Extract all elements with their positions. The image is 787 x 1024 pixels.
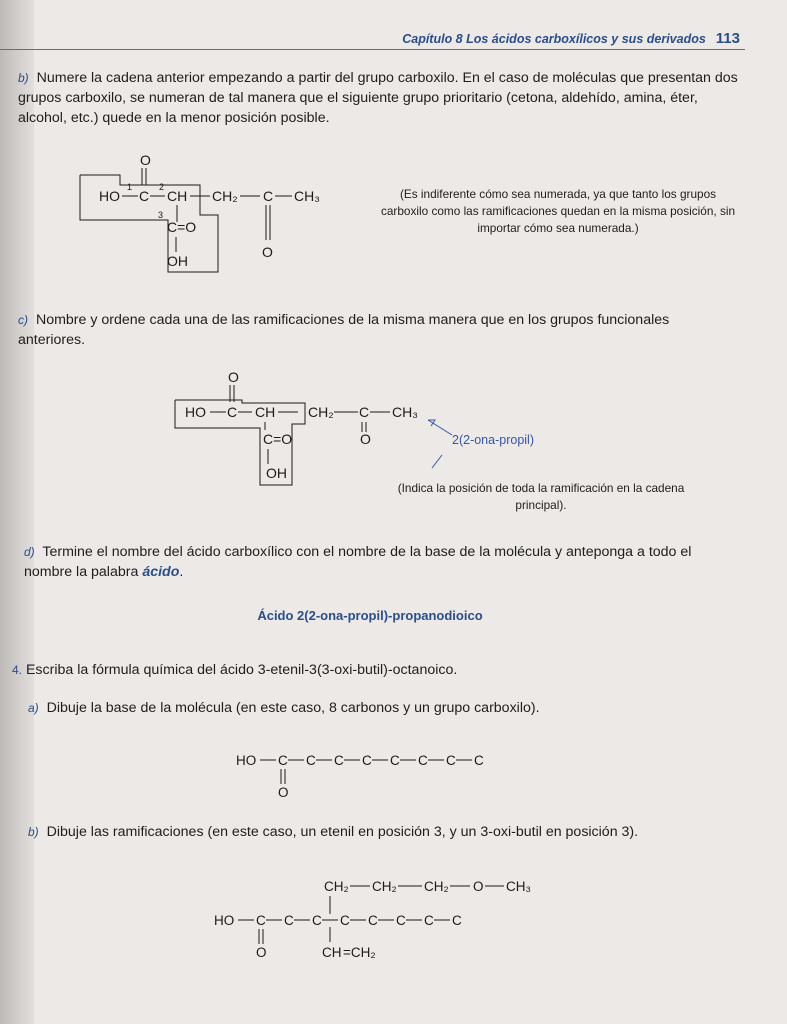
atom-ho: HO — [185, 404, 206, 420]
ex4-step-a-text: Dibuje la base de la molécula (en este caso, 8 carbonos y un grupo carboxilo). — [46, 700, 540, 716]
chain-carbon-4: C — [340, 913, 350, 928]
page-number: 113 — [715, 30, 740, 47]
structure-final-acid — [212, 872, 552, 972]
locant-3: 3 — [158, 210, 164, 220]
vinyl-ch2: =CH₂ — [343, 945, 376, 960]
chain-carbon-5: C — [390, 753, 400, 768]
chain-carbon-1: C — [278, 753, 288, 768]
structure-numbered — [80, 150, 350, 280]
step-b-text: Numere la cadena anterior empezando a partir del grupo carboxilo. En el caso de moléculas que presentan dos grupos carboxilo, se numeran de tal manera que el siguiente grupo prioritario (cetona, aldehído, amina, éter, alcohol, etc.) quede en la menor posición posible. — [18, 70, 738, 126]
locant-2: 2 — [159, 182, 165, 192]
step-d-paragraph — [24, 542, 740, 582]
atom-o-keto: O — [262, 244, 273, 260]
step-d-emph: ácido — [142, 564, 180, 580]
carbonyl-oxygen: O — [278, 785, 289, 800]
chain-carbon-2: C — [306, 753, 316, 768]
branch-ch2-c: CH₂ — [424, 879, 449, 894]
atom-ch: CH — [167, 188, 188, 204]
atom-ch3: CH₃ — [392, 404, 418, 420]
atom-ho: HO — [99, 188, 120, 204]
chain-carbon-2: C — [284, 913, 294, 928]
step-b-paragraph — [18, 68, 740, 128]
step-c-paragraph — [18, 310, 740, 350]
chapter-title: Capítulo 8 Los ácidos carboxílicos y sus derivados — [402, 32, 706, 46]
step-b-marker: b) — [18, 71, 29, 85]
branch-ch3: CH₃ — [506, 879, 531, 894]
atom-ch3: CH₃ — [294, 188, 320, 204]
branch-o: O — [473, 879, 484, 894]
base-chain — [236, 753, 484, 800]
page-gutter-shadow — [0, 0, 34, 1024]
step-c-text: Nombre y ordene cada una de las ramificaciones de la misma manera que en los grupos funcionales anteriores. — [18, 312, 670, 348]
exercise-4-text: Escriba la fórmula química del ácido 3-etenil-3(3-oxi-butil)-octanoico. — [25, 662, 458, 678]
structure-octanoic-base — [234, 740, 534, 800]
locant-1: 1 — [127, 182, 133, 192]
ex4-step-a-paragraph — [28, 698, 740, 718]
atom-oh: OH — [266, 465, 287, 481]
atom-c3-eq-o: C=O — [167, 219, 197, 235]
structure-branch-naming — [170, 360, 534, 490]
branch-ch2-b: CH₂ — [372, 879, 397, 894]
atom-c-keto: C — [263, 188, 274, 204]
atom-c1: C — [139, 188, 150, 204]
ex4-step-b-text: Dibuje las ramificaciones (en este caso, un etenil en posición 3, y un 3-oxi-butil en posición 3). — [46, 824, 639, 840]
header-rule — [0, 49, 745, 50]
chain-ho: HO — [236, 753, 257, 768]
running-header — [0, 30, 740, 48]
ex4-step-b-paragraph — [28, 822, 740, 842]
chain-carbon-8: C — [474, 753, 484, 768]
atom-o-top: O — [228, 369, 239, 385]
vinyl-ch: CH — [322, 945, 342, 960]
ex4-step-a-marker: a) — [28, 701, 39, 715]
atom-ch2: CH₂ — [308, 404, 334, 420]
step-d-text: Termine el nombre del ácido carboxílico con el nombre de la base de la molécula y anteponga a todo el nombre la palabra — [24, 544, 692, 580]
atom-c-keto: C — [359, 404, 370, 420]
step-c-note: (Indica la posición de toda la ramificación en la cadena principal). — [397, 481, 685, 512]
final-acid-name: Ácido 2(2-ona-propil)-propanodioico — [257, 608, 483, 623]
atom-c1: C — [227, 404, 238, 420]
branch-label: 2(2-ona-propil) — [452, 433, 534, 447]
atom-ch2: CH₂ — [212, 188, 238, 204]
step-d-marker: d) — [24, 545, 35, 559]
ex4-step-b-marker: b) — [28, 825, 39, 839]
chain-carbon-7: C — [446, 753, 456, 768]
step-c-marker: c) — [18, 313, 28, 327]
exercise-4-marker: 4. — [12, 663, 23, 677]
atom-oh: OH — [167, 253, 188, 269]
carbonyl-oxygen: O — [256, 945, 267, 960]
chain-carbon-4: C — [362, 753, 372, 768]
step-d-period: . — [179, 564, 184, 580]
chain-carbon-5: C — [368, 913, 378, 928]
chain-carbon-1: C — [256, 913, 266, 928]
atom-c-eq-o: C=O — [263, 431, 293, 447]
chain-ho: HO — [214, 913, 235, 928]
step-b-note: (Es indiferente cómo sea numerada, ya que tanto los grupos carboxilo como las ramificaciones quedan en la misma posición, sin importar cómo sea numerada.) — [380, 187, 736, 235]
chain-carbon-7: C — [424, 913, 434, 928]
chain-carbon-3: C — [334, 753, 344, 768]
chain-carbon-3: C — [312, 913, 322, 928]
atom-o-keto: O — [360, 431, 371, 447]
chain-carbon-6: C — [418, 753, 428, 768]
atom-ch: CH — [255, 404, 276, 420]
exercise-4-paragraph — [12, 660, 740, 680]
chain-carbon-8: C — [452, 913, 462, 928]
branch-ch2-a: CH₂ — [324, 879, 349, 894]
chain-carbon-6: C — [396, 913, 406, 928]
atom-o-top: O — [140, 152, 151, 168]
